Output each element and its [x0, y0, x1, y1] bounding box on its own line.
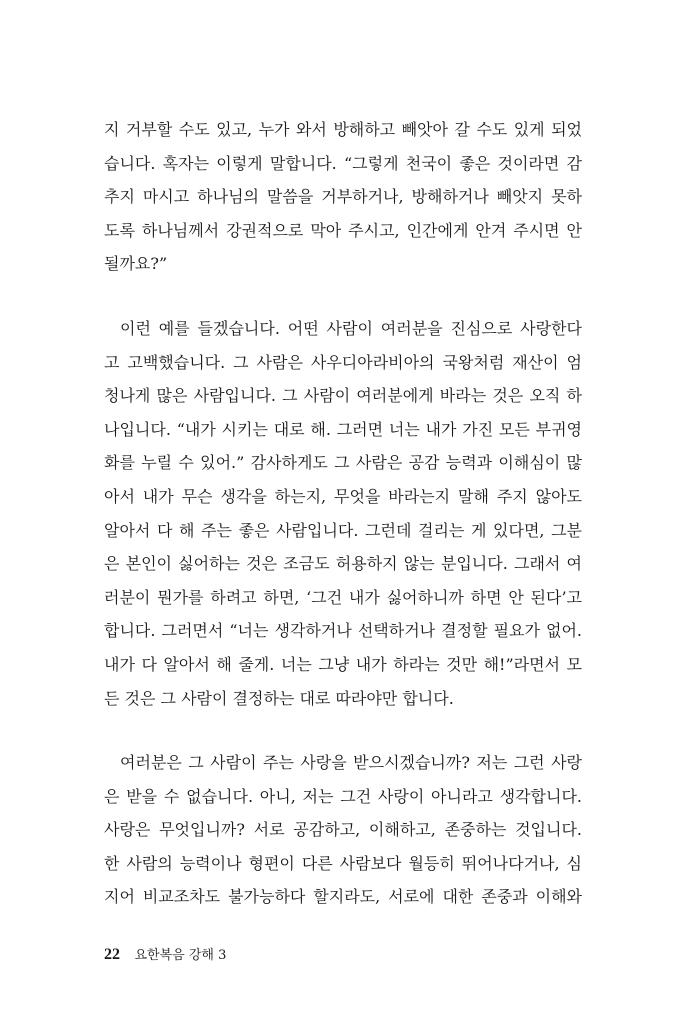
body-text: [104, 113, 582, 914]
text-line: 여러분은 그 사람이 주는 사랑을 받으시겠습니까? 저는 그런 사랑: [120, 753, 582, 773]
text-line: 은 본인이 싫어하는 것은 조금도 허용하지 않는 분입니다. 그래서 여: [104, 554, 582, 574]
text-line: 지어 비교조차도 불가능하다 할지라도, 서로에 대한 존중과 이해와: [104, 887, 582, 907]
paragraph: [104, 746, 582, 914]
text-line: 추지 마시고 하나님의 말씀을 거부하거나, 방해하거나 빼앗지 못하: [104, 187, 582, 207]
text-line: 합니다. 그러면서 “너는 생각하거나 선택하거나 결정할 필요가 없어.: [104, 621, 582, 641]
paragraph: [104, 312, 582, 715]
running-title: 요한복음 강해 3: [134, 948, 227, 963]
text-line: 내가 다 알아서 해 줄게. 너는 그냥 내가 하라는 것만 해!”라면서 모: [104, 654, 582, 674]
text-line: 지 거부할 수도 있고, 누가 와서 방해하고 빼앗아 갈 수도 있게 되었: [104, 120, 582, 139]
text-line: 아서 내가 무슨 생각을 하는지, 무엇을 바라는지 말해 주지 않아도: [104, 486, 582, 506]
text-line: 도록 하나님께서 강권적으로 막아 주시고, 인간에게 안겨 주시면 안: [104, 220, 582, 240]
text-line: 고 고백했습니다. 그 사람은 사우디아라비아의 국왕처럼 재산이 엄: [104, 352, 582, 372]
text-line: 나입니다. “내가 시키는 대로 해. 그러면 너는 내가 가진 모든 부귀영: [104, 419, 582, 439]
text-line: 습니다. 혹자는 이렇게 말합니다. “그렇게 천국이 좋은 것이라면 감: [104, 153, 582, 173]
text-line: 은 받을 수 없습니다. 아니, 저는 그건 사랑이 아니라고 생각합니다.: [104, 786, 582, 806]
paragraph-gap: [104, 715, 582, 746]
text-line: 화를 누릴 수 있어.” 감사하게도 그 사람은 공감 능력과 이해심이 많: [104, 453, 582, 473]
text-line: 한 사람의 능력이나 형편이 다른 사람보다 월등히 뛰어나다거나, 심: [104, 853, 582, 873]
text-line: 청나게 많은 사람입니다. 그 사람이 여러분에게 바라는 것은 오직 하: [104, 386, 582, 406]
text-line: 든 것은 그 사람이 결정하는 대로 따라야만 합니다.: [104, 688, 454, 708]
paragraph: [104, 113, 582, 281]
page-footer: [104, 944, 226, 964]
text-line: 이런 예를 들겠습니다. 어떤 사람이 여러분을 진심으로 사랑한다: [120, 318, 582, 338]
text-line: 러분이 뭔가를 하려고 하면, ‘그건 내가 싫어하니까 하면 안 된다’고: [104, 587, 582, 607]
text-line: 될까요?”: [104, 254, 168, 274]
paragraph-gap: [104, 281, 582, 312]
page-number: 22: [104, 946, 120, 963]
text-line: 알아서 다 해 주는 좋은 사람입니다. 그런데 걸리는 게 있다면, 그분: [104, 520, 582, 540]
text-line: 사랑은 무엇입니까? 서로 공감하고, 이해하고, 존중하는 것입니다.: [104, 820, 582, 840]
